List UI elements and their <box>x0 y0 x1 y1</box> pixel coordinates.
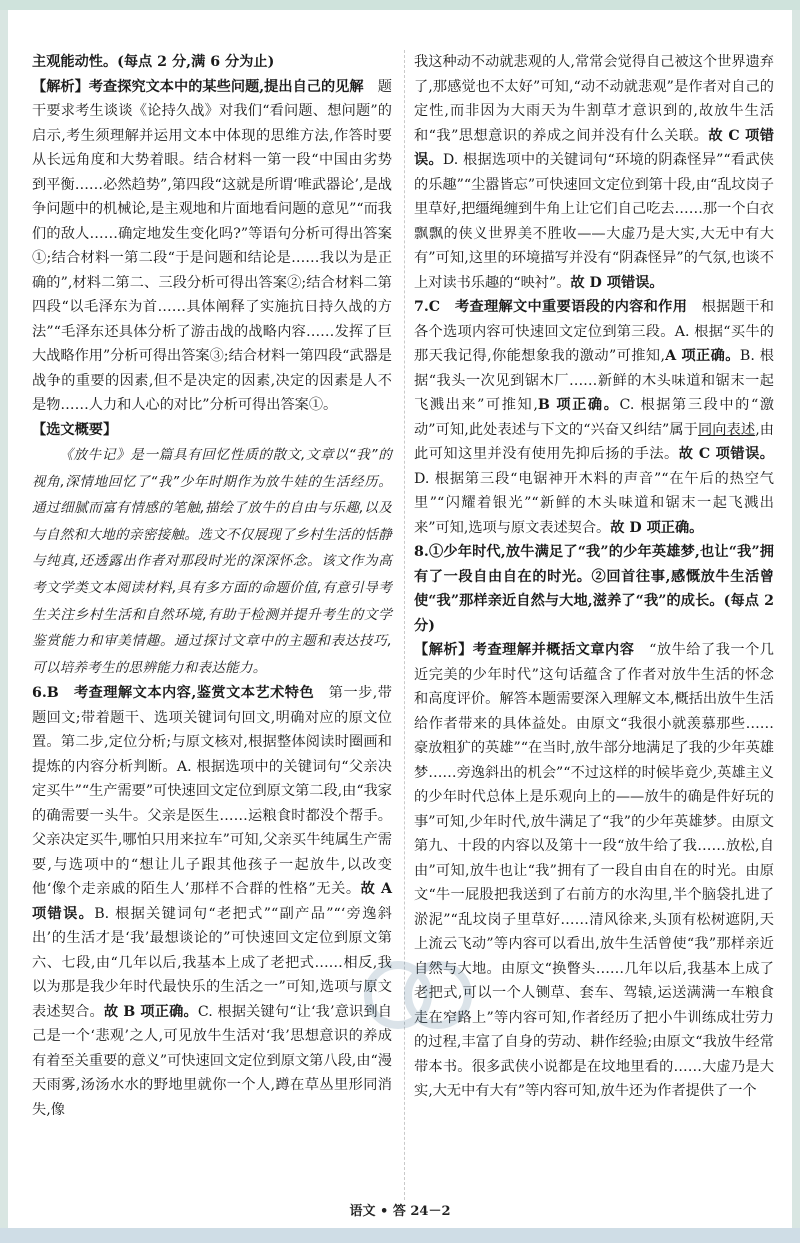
q7-verdict-d: 故 D 项正确。 <box>610 519 704 536</box>
q7-verdict-a: A 项正确。 <box>665 348 740 364</box>
column-divider <box>404 50 405 1200</box>
q6-verdict-b: 故 B 项正确。 <box>103 1003 198 1020</box>
analysis-tag: 【解析】考查探究文本中的某些问题,提出自己的见解 <box>32 78 364 95</box>
left-column <box>32 50 392 1122</box>
q6-option-b: B. 根据关键词句“老把式”“副产品”“‘旁逸斜出’的生活才是‘我’最想谈论的”可快速回文定位到原文第六、七段,由“几年以后,我基本上成了老把式……相反,我以为那是我少年时代最快乐的生活之一”可知,选项与原文表述契合。 <box>32 905 392 1020</box>
q7-answer <box>414 295 774 540</box>
q8-analysis-tag: 【解析】考查理解并概括文章内容 <box>414 642 635 658</box>
q7-tag: 7.C 考查理解文中重要语段的内容和作用 <box>414 299 688 315</box>
q6-verdict-c: 故 C 项错误。 <box>414 127 774 168</box>
answer-sheet-page <box>8 10 792 1228</box>
q8-analysis <box>414 638 774 1104</box>
q6-tag: 6.B 考查理解文本内容,鉴赏文本艺术特色 <box>32 685 315 702</box>
summary-heading: 【选文概要】 <box>32 421 118 438</box>
analysis-body: 题干要求考生谈谈《论持久战》对我们“看问题、想问题”的启示,考生须理解并运用文本中体现的思维方法,作答时要从长远角度和大势着眼。结合材料一第一段“中国由劣势到平衡……必然趋势”,第四段“这就是所谓‘唯武器论’,是战争问题中的机械论,是主观地和片面地看问题的意见”“而我们的敌人……确定地发生变化吗?”等语句分析可得出答案①;结合材料一第二段“于是问题和结论是……我以为是正确的”,材料二第二、三段分析可得出答案②;结合材料二第四段“以毛泽东为首……具体阐释了实施抗日持久战的方法”“毛泽东还具体分析了游击战的战略内容……发挥了巨大战略作用”分析可得出答案③;结合材料一第四段“武器是战争的重要的因素,但不是决定的因素,决定的因素是人不是物……人力和人心的对比”分析可得出答案①。 <box>32 78 392 413</box>
q6-answer <box>32 681 392 1122</box>
q6-verdict-d: 故 D 项错误。 <box>570 274 664 291</box>
q7-verdict-c: 故 C 项错误。 <box>678 446 774 462</box>
q8-analysis-body: “放牛给了我一个几近完美的少年时代”这句话蕴含了作者对放牛生活的怀念和高度评价。解答本题需要深入理解文本,概括出放牛生活给作者带来的具体益处。由原文“我很小就羡慕那些……豪放粗犷的英雄”“在当时,放牛部分地满足了我的少年英雄梦……旁逸斜出的机会”“不过这样的时候毕竟少,英雄主义的少年时代总体上是乐观向上的——放牛的确是件好玩的事”可知,少年时代,放牛满足了“我”的少年英雄梦。由原文第九、十段的内容以及第十一段“放牛给了我……放松,自由”可知,放牛也让“我”拥有了一段自由自在的时光。由原文“牛一屁股把我送到了右前方的水沟里,半个脑袋扎进了淤泥”“乱坟岗子里草好……清风徐来,头顶有松树遮阴,天上流云飞动”等内容可以看出,放牛生活曾使“我”那样亲近自然与大地。由原文“换瞥头……几年以后,我基本上成了老把式,可以一个人铡草、套车、驾辕,运送满满一车粮食走在窄路上”等内容可知,作者经历了把小牛训练成壮劳力的过程,丰富了自身的劳动、耕作经验;由原文“我放牛经常带本书。很多武侠小说都是在坟地里看的……大虚乃是大实,大无中有大有”等内容可知,放牛还为作者提供了一个 <box>414 642 774 1099</box>
bottom-border <box>0 1228 800 1243</box>
q7-underlined-phrase: 同向表述 <box>698 421 756 438</box>
q6-continued <box>414 50 774 295</box>
page-footer: 语文 • 答 24－2 <box>349 1204 451 1219</box>
q7-verdict-b: B 项正确。 <box>537 397 620 413</box>
q6-option-c-cont: 我这种动不动就悲观的人,常常会觉得自己被这个世界遗弃了,那感觉也不太好”可知,“动不动就悲观”是作者对自己的定性,而非因为大雨天为牛割草才意识到的,故放牛生活和“我”思想意识的养成之间并没有什么关联。 <box>414 54 774 144</box>
q6-verdict-a: 故 A 项错误。 <box>32 881 392 922</box>
right-column <box>414 50 774 1104</box>
analysis-paragraph <box>32 75 392 418</box>
top-border <box>0 0 800 10</box>
q7-option-c: C. 根据第三段中的“激动”可知,此处表述与下文的“兴奋又纠结”属于 <box>414 397 775 438</box>
answer-scoring-note: 主观能动性。(每点 2 分,满 6 分为止) <box>32 54 275 70</box>
q7-option-a: 根据题干和各个选项内容可快速回文定位到第三段。A. 根据“买牛的那天我记得,你能想象我的激动”可推知, <box>414 299 774 364</box>
q6-option-a: 第一步,带题回文;带着题干、选项关键词句回文,明确对应的原文位置。第二步,定位分析;与原文核对,根据整体阅读时圈画和提炼的内容分析判断。A. 根据选项中的关键词句“父亲决定买牛”“生产需要”可快速回文定位到原文第二段,由“我家的确需要一头牛。父亲是医生……运粮食时都没个帮手。父亲决定买牛,哪怕只用来拉车”可知,父亲买牛纯属生产需要,与选项中的“想让儿子跟其他孩子一起放牛,以改变他‘像个走亲戚的陌生人’那样不合群的性格”无关。 <box>32 685 392 898</box>
q6-option-d: D. 根据选项中的关键词句“环境的阴森怪异”“看武侠的乐趣”“尘嚣皆忘”可快速回文定位到第十段,由“乱坟岗子里草好,把缰绳缠到牛角上让它们自己吃去……那一个白衣飘飘的侠义世界美不胜收——大虚乃是大实,大无中有大有”可知,这里的环境描写并没有“阴森怪异”的气氛,也谈不上对读书乐趣的“映衬”。 <box>414 152 774 291</box>
q8-answer: 8.①少年时代,放牛满足了“我”的少年英雄梦,也让“我”拥有了一段自由自在的时光。②回首往事,感慨放牛生活曾使“我”那样亲近自然与大地,滋养了“我”的成长。(每点 2 分) <box>414 544 774 634</box>
q7-option-b: B. 根据“我头一次见到锯木厂……新鲜的木头味道和锯末一起飞溅出来”可推知, <box>414 348 774 413</box>
summary-text: 《放牛记》是一篇具有回忆性质的散文,文章以“我”的视角,深情地回忆了“我”少年时期作为放牛娃的生活经历。通过细腻而富有情感的笔触,描绘了放牛的自由与乐趣,以及与自然和大地的亲密接触。选文不仅展现了乡村生活的恬静与纯真,还透露出作者对那段时光的深深怀念。该文作为高考文学类文本阅读材料,具有多方面的命题价值,有意引导考生关注乡村生活和自然环境,有助于检测并提升考生的文学鉴赏能力和审美情趣。通过探讨文章中的主题和表达技巧,可以培养考生的思辨能力和表达能力。 <box>32 447 392 676</box>
q6-option-c: C. 根据关键句“让‘我’意识到自己是一个‘悲观’之人,可见放牛生活对‘我’思想意识的养成有着至关重要的意义”可快速回文定位到原文第八段,由“漫天雨雾,汤汤水水的野地里就你一个人,蹲在草丛里形同消失,像 <box>32 1003 392 1118</box>
q7-option-c-end: ,由此可知这里并没有使用先抑后扬的手法。 <box>414 421 774 462</box>
q7-option-d: D. 根据第三段“电锯神开木料的声音”“在午后的热空气里”“闪耀着银光”“新鲜的木头味道和锯末一起飞溅出来”可知,选项与原文表述契合。 <box>414 470 774 536</box>
